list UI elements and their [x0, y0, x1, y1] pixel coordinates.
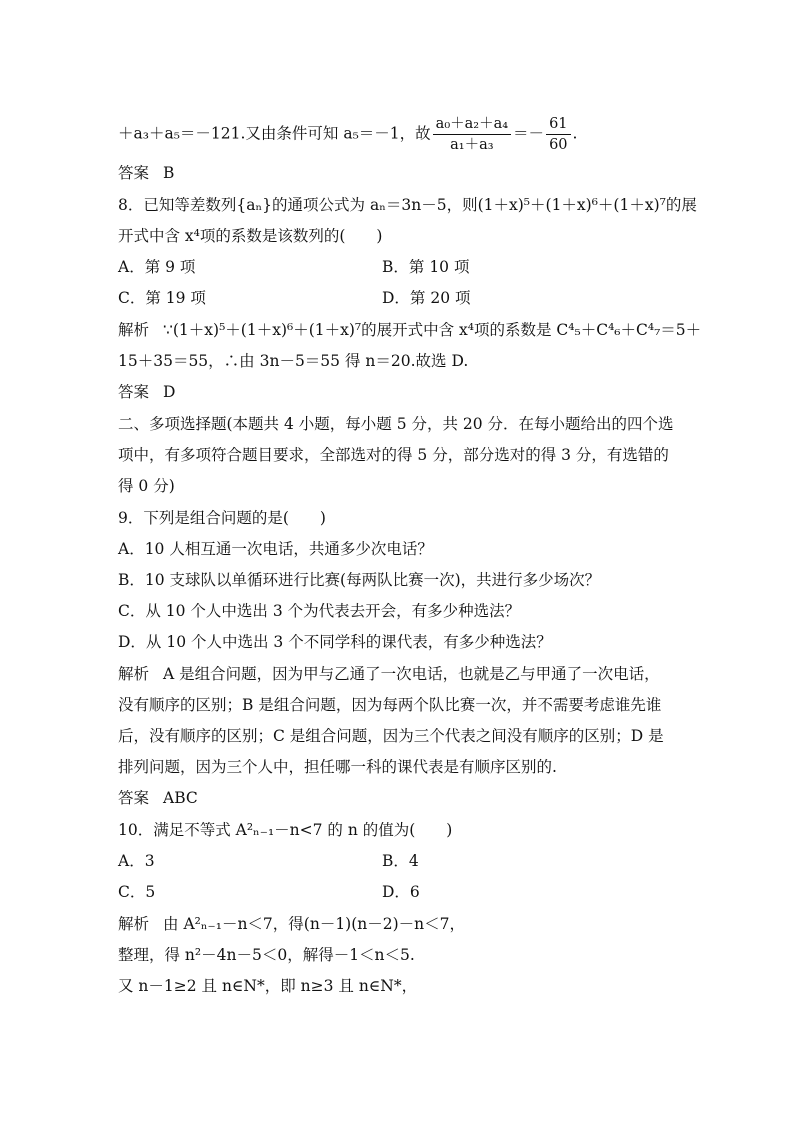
- q10-option-c: C．5: [118, 883, 156, 901]
- fraction-result: $\frac{61}{60}$: [546, 114, 570, 155]
- q10-option-b: B．4: [382, 852, 419, 870]
- q8-solution-line2: 15＋35＝55，∴由 3n－5＝55 得 n＝20.故选 D.: [118, 352, 469, 370]
- q9-stem: 9．下列是组合问题的是( ): [118, 509, 326, 527]
- section2-heading-line1: 二、多项选择题(本题共 4 小题，每小题 5 分，共 20 分．在每小题给出的四个选: [118, 415, 674, 433]
- q7-solution-text: ＋a₃＋a₅＝－121.又由条件可知 a₅＝－1，故: [118, 124, 431, 143]
- q8-option-a: A．第 9 项: [118, 258, 196, 276]
- q10-option-a: A．3: [118, 852, 155, 870]
- q10-solution-line1: 解析 由 A²ₙ₋₁－n＜7，得(n－1)(n－2)－n＜7，: [118, 915, 466, 933]
- q9-solution-line2: 没有顺序的区别；B 是组合问题，因为每两个队比赛一次，并不需要考虑谁先谁: [118, 696, 662, 714]
- q9-option-d: D．从 10 个人中选出 3 个不同学科的课代表，有多少种选法？: [118, 633, 552, 651]
- q10-stem: 10．满足不等式 A²ₙ₋₁－n<7 的 n 的值为( ): [118, 821, 453, 839]
- q10-option-d: D．6: [382, 883, 420, 901]
- section2-heading-line2: 项中，有多项符合题目要求，全部选对的得 5 分，部分选对的得 3 分，有选错的: [118, 446, 669, 464]
- q7-answer: 答案 B: [118, 164, 175, 182]
- q8-stem-line1: 8．已知等差数列{aₙ}的通项公式为 aₙ＝3n－5，则(1＋x)⁵＋(1＋x)⁶＋(1＋x)⁷的展: [118, 196, 697, 214]
- q10-solution-line2: 整理，得 n²－4n－5＜0，解得－1＜n＜5.: [118, 946, 415, 964]
- q9-solution-line4: 排列问题，因为三个人中，担任哪一科的课代表是有顺序区别的.: [118, 758, 557, 776]
- q8-stem-line2: 开式中含 x⁴项的系数是该数列的( ): [118, 227, 383, 245]
- q10-solution-line3: 又 n－1≥2 且 n∈N*，即 n≥3 且 n∈N*，: [118, 977, 418, 995]
- q9-solution-line3: 后，没有顺序的区别；C 是组合问题，因为三个代表之间没有顺序的区别；D 是: [118, 727, 664, 745]
- q8-option-b: B．第 10 项: [382, 258, 470, 276]
- q9-option-c: C．从 10 个人中选出 3 个为代表去开会，有多少种选法？: [118, 602, 521, 620]
- q9-option-a: A．10 人相互通一次电话，共通多少次电话？: [118, 540, 433, 558]
- q9-solution-line1: 解析 A 是组合问题，因为甲与乙通了一次电话，也就是乙与甲通了一次电话，: [118, 665, 660, 683]
- q8-solution-line1: 解析 ∵(1＋x)⁵＋(1＋x)⁶＋(1＋x)⁷的展开式中含 x⁴项的系数是 C⁴₅＋C⁴₆＋C⁴₇＝5＋: [118, 321, 702, 339]
- fraction-even-odd: $\frac{\text{a₀＋a₂＋a₄}}{\text{a₁＋a₃}}$: [433, 114, 511, 155]
- q8-option-c: C．第 19 项: [118, 289, 206, 307]
- q7-solution-tail: ＋a₃＋a₅＝－121.又由条件可知 a₅＝－1，故 $\frac{\text{a₀＋a₂＋a₄}}{\text{a₁＋a₃}}$ ＝－ $\frac{61}{60}$ .: [118, 116, 578, 153]
- q9-answer: 答案 ABC: [118, 789, 198, 807]
- q9-option-b: B．10 支球队以单循环进行比赛(每两队比赛一次)，共进行多少场次？: [118, 571, 601, 589]
- q8-option-d: D．第 20 项: [382, 289, 471, 307]
- q8-answer: 答案 D: [118, 383, 176, 401]
- section2-heading-line3: 得 0 分): [118, 477, 175, 495]
